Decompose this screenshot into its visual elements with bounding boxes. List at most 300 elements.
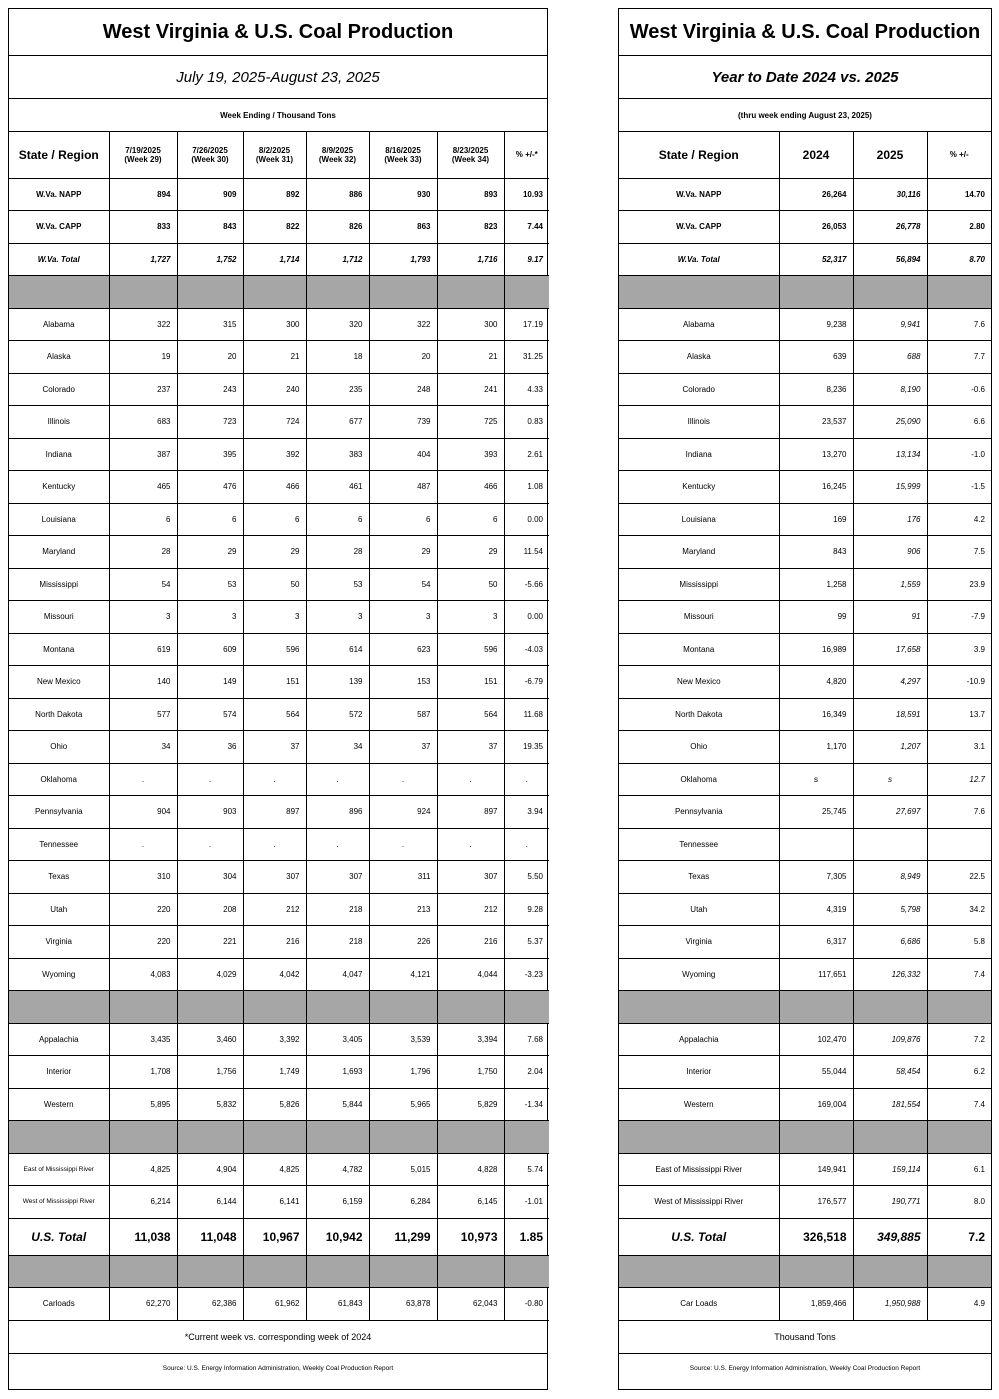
cell-value: 688 xyxy=(853,341,927,374)
cell-value: 725 xyxy=(437,406,504,439)
cell-value: 139 xyxy=(306,666,369,699)
table-row xyxy=(619,698,991,731)
cell-value: 8,949 xyxy=(853,861,927,894)
cell-value: 2.61 xyxy=(504,438,549,471)
panel-title: West Virginia & U.S. Coal Production xyxy=(9,9,547,56)
cell-value: 10,973 xyxy=(437,1218,504,1255)
cell-value: . xyxy=(109,763,177,796)
row-label: Appalachia xyxy=(9,1023,109,1056)
cell-value: 392 xyxy=(243,438,306,471)
cell-value: s xyxy=(779,763,853,796)
table-row xyxy=(619,763,991,796)
ytd-table xyxy=(619,132,991,1321)
cell-value: . xyxy=(437,828,504,861)
table-row xyxy=(9,893,549,926)
cell-value: 4.33 xyxy=(504,373,549,406)
cell-value: 843 xyxy=(177,211,243,244)
cell-value: 6,284 xyxy=(369,1186,437,1219)
table-row xyxy=(619,178,991,211)
cell-value: 61,962 xyxy=(243,1288,306,1321)
table-row xyxy=(9,796,549,829)
table-row xyxy=(9,958,549,991)
cell-value: 9.17 xyxy=(504,243,549,276)
cell-value: 572 xyxy=(306,698,369,731)
cell-value xyxy=(177,991,243,1024)
cell-value: 1,716 xyxy=(437,243,504,276)
cell-value xyxy=(927,828,991,861)
cell-value: 1,756 xyxy=(177,1056,243,1089)
cell-value xyxy=(779,276,853,309)
table-row xyxy=(9,926,549,959)
cell-value: 6.2 xyxy=(927,1056,991,1089)
cell-value: 3 xyxy=(437,601,504,634)
cell-value xyxy=(779,1255,853,1288)
cell-value xyxy=(437,276,504,309)
cell-value: 5.8 xyxy=(927,926,991,959)
cell-value: 153 xyxy=(369,666,437,699)
row-label: Interior xyxy=(9,1056,109,1089)
cell-value: 220 xyxy=(109,893,177,926)
cell-value: -4.03 xyxy=(504,633,549,666)
cell-value: 7.6 xyxy=(927,308,991,341)
cell-value: 169 xyxy=(779,503,853,536)
table-row xyxy=(619,861,991,894)
cell-value: s xyxy=(853,763,927,796)
cell-value: 6 xyxy=(243,503,306,536)
cell-value: 21 xyxy=(243,341,306,374)
cell-value: 6,145 xyxy=(437,1186,504,1219)
cell-value: 7,305 xyxy=(779,861,853,894)
cell-value: 1,796 xyxy=(369,1056,437,1089)
cell-value: 28 xyxy=(306,536,369,569)
cell-value xyxy=(109,991,177,1024)
table-row xyxy=(9,438,549,471)
table-row xyxy=(619,1056,991,1089)
cell-value: 7.6 xyxy=(927,796,991,829)
cell-value: 904 xyxy=(109,796,177,829)
cell-value: 587 xyxy=(369,698,437,731)
footnote: *Current week vs. corresponding week of 2024 xyxy=(9,1321,547,1354)
cell-value: 906 xyxy=(853,536,927,569)
cell-value: 240 xyxy=(243,373,306,406)
row-label: W.Va. Total xyxy=(9,243,109,276)
cell-value: 833 xyxy=(109,211,177,244)
cell-value: 30,116 xyxy=(853,178,927,211)
table-row xyxy=(9,1023,549,1056)
table-row xyxy=(619,958,991,991)
cell-value: 6,144 xyxy=(177,1186,243,1219)
header-text: (Week 34) xyxy=(451,154,490,164)
weekly-table xyxy=(9,132,549,1321)
cell-value: 54 xyxy=(369,568,437,601)
cell-value xyxy=(504,276,549,309)
cell-value: 1,693 xyxy=(306,1056,369,1089)
cell-value: 4,782 xyxy=(306,1153,369,1186)
column-header xyxy=(437,132,504,178)
cell-value: 4,297 xyxy=(853,666,927,699)
cell-value: 12.7 xyxy=(927,763,991,796)
cell-value: 221 xyxy=(177,926,243,959)
cell-value: 6.6 xyxy=(927,406,991,439)
cell-value: 1.08 xyxy=(504,471,549,504)
cell-value: 300 xyxy=(437,308,504,341)
cell-value: 19.35 xyxy=(504,731,549,764)
cell-value: 1,258 xyxy=(779,568,853,601)
cell-value: 4,820 xyxy=(779,666,853,699)
row-label: North Dakota xyxy=(9,698,109,731)
cell-value xyxy=(109,276,177,309)
cell-value: 311 xyxy=(369,861,437,894)
state-region-header xyxy=(619,132,779,178)
cell-value: 16,989 xyxy=(779,633,853,666)
cell-value: 564 xyxy=(437,698,504,731)
cell-value: 18 xyxy=(306,341,369,374)
cell-value: 11,048 xyxy=(177,1218,243,1255)
cell-value: 461 xyxy=(306,471,369,504)
cell-value: 4.2 xyxy=(927,503,991,536)
cell-value: 16,245 xyxy=(779,471,853,504)
header-text: 8/16/2025 xyxy=(385,145,421,155)
cell-value: 307 xyxy=(437,861,504,894)
panel-title: West Virginia & U.S. Coal Production xyxy=(619,9,991,56)
row-label: Mississippi xyxy=(9,568,109,601)
cell-value: 6 xyxy=(109,503,177,536)
cell-value: 29 xyxy=(243,536,306,569)
row-label: Virginia xyxy=(9,926,109,959)
cell-value: 149,941 xyxy=(779,1153,853,1186)
cell-value xyxy=(243,1121,306,1154)
table-row xyxy=(9,763,549,796)
cell-value: 37 xyxy=(369,731,437,764)
cell-value: 243 xyxy=(177,373,243,406)
cell-value: 22.5 xyxy=(927,861,991,894)
cell-value: -1.34 xyxy=(504,1088,549,1121)
header-text: 8/2/2025 xyxy=(258,145,291,155)
cell-value: 1,727 xyxy=(109,243,177,276)
header-text: 8/23/2025 xyxy=(452,145,489,155)
separator-row xyxy=(9,991,549,1024)
cell-value: 3,392 xyxy=(243,1023,306,1056)
row-label: Montana xyxy=(619,633,779,666)
cell-value: . xyxy=(177,828,243,861)
cell-value: 216 xyxy=(437,926,504,959)
cell-value xyxy=(779,1121,853,1154)
cell-value: 212 xyxy=(243,893,306,926)
row-label: Wyoming xyxy=(619,958,779,991)
cell-value: 1,950,988 xyxy=(853,1288,927,1321)
cell-value xyxy=(369,1121,437,1154)
table-row xyxy=(619,1153,991,1186)
cell-value: 34.2 xyxy=(927,893,991,926)
table-row xyxy=(9,308,549,341)
table-row xyxy=(619,796,991,829)
cell-value: 4,825 xyxy=(109,1153,177,1186)
cell-value: 5.50 xyxy=(504,861,549,894)
cell-value: 3.94 xyxy=(504,796,549,829)
cell-value: 20 xyxy=(369,341,437,374)
table-row xyxy=(619,438,991,471)
cell-value: 623 xyxy=(369,633,437,666)
cell-value: 5,826 xyxy=(243,1088,306,1121)
cell-value: 574 xyxy=(177,698,243,731)
cell-value: 19 xyxy=(109,341,177,374)
cell-value: 924 xyxy=(369,796,437,829)
cell-value: 176,577 xyxy=(779,1186,853,1219)
table-row xyxy=(619,601,991,634)
header-text: % +/- xyxy=(949,150,969,160)
cell-value: 11.54 xyxy=(504,536,549,569)
cell-value: 58,454 xyxy=(853,1056,927,1089)
cell-value: 25,745 xyxy=(779,796,853,829)
cell-value xyxy=(779,828,853,861)
cell-value xyxy=(927,991,991,1024)
cell-value: 31.25 xyxy=(504,341,549,374)
cell-value: -10.9 xyxy=(927,666,991,699)
cell-value: 55,044 xyxy=(779,1056,853,1089)
cell-value: 863 xyxy=(369,211,437,244)
header-text: (Week 31) xyxy=(255,154,294,164)
cell-value: 181,554 xyxy=(853,1088,927,1121)
cell-value: 8,236 xyxy=(779,373,853,406)
cell-value: 159,114 xyxy=(853,1153,927,1186)
cell-value: 2.04 xyxy=(504,1056,549,1089)
cell-value: 614 xyxy=(306,633,369,666)
cell-value xyxy=(306,276,369,309)
row-label: Oklahoma xyxy=(619,763,779,796)
cell-value: 8.0 xyxy=(927,1186,991,1219)
row-label: Carloads xyxy=(9,1288,109,1321)
cell-value: . xyxy=(177,763,243,796)
cell-value xyxy=(779,991,853,1024)
cell-value: 1,712 xyxy=(306,243,369,276)
cell-value: 5.74 xyxy=(504,1153,549,1186)
cell-value: 218 xyxy=(306,893,369,926)
cell-value: 5,844 xyxy=(306,1088,369,1121)
row-label: Alabama xyxy=(619,308,779,341)
cell-value: 3,405 xyxy=(306,1023,369,1056)
cell-value xyxy=(504,1255,549,1288)
table-row xyxy=(619,1088,991,1121)
row-label: Oklahoma xyxy=(9,763,109,796)
row-label: Kentucky xyxy=(619,471,779,504)
header-text: % +/-* xyxy=(515,150,538,160)
cell-value: 17.19 xyxy=(504,308,549,341)
cell-value: 50 xyxy=(243,568,306,601)
cell-value: 213 xyxy=(369,893,437,926)
column-header xyxy=(306,132,369,178)
row-label: W.Va. Total xyxy=(619,243,779,276)
table-row xyxy=(9,698,549,731)
cell-value: 6 xyxy=(306,503,369,536)
table-row xyxy=(9,211,549,244)
cell-value: 3,435 xyxy=(109,1023,177,1056)
cell-value: 29 xyxy=(369,536,437,569)
row-label: Virginia xyxy=(619,926,779,959)
cell-value: -1.5 xyxy=(927,471,991,504)
cell-value: 1,207 xyxy=(853,731,927,764)
cell-value: 395 xyxy=(177,438,243,471)
row-label: Texas xyxy=(9,861,109,894)
column-header xyxy=(369,132,437,178)
row-label: Tennessee xyxy=(619,828,779,861)
table-row xyxy=(9,373,549,406)
row-label: Illinois xyxy=(9,406,109,439)
cell-value: 639 xyxy=(779,341,853,374)
row-label xyxy=(619,991,779,1024)
cell-value: 1,750 xyxy=(437,1056,504,1089)
cell-value xyxy=(243,1255,306,1288)
cell-value: 151 xyxy=(437,666,504,699)
cell-value: 577 xyxy=(109,698,177,731)
cell-value: 326,518 xyxy=(779,1218,853,1255)
cell-value: -3.23 xyxy=(504,958,549,991)
period-note: (thru week ending August 23, 2025) xyxy=(619,99,991,132)
row-label: Alabama xyxy=(9,308,109,341)
cell-value: 0.00 xyxy=(504,601,549,634)
separator-row xyxy=(9,1255,549,1288)
separator-row xyxy=(619,276,991,309)
separator-row xyxy=(619,991,991,1024)
cell-value: 235 xyxy=(306,373,369,406)
header-text: State / Region xyxy=(658,147,739,162)
cell-value: 322 xyxy=(369,308,437,341)
table-row xyxy=(619,828,991,861)
cell-value: 7.68 xyxy=(504,1023,549,1056)
cell-value: . xyxy=(306,828,369,861)
cell-value: 4,029 xyxy=(177,958,243,991)
cell-value: 3 xyxy=(369,601,437,634)
cell-value: 564 xyxy=(243,698,306,731)
cell-value xyxy=(177,276,243,309)
cell-value: 3 xyxy=(243,601,306,634)
row-label: Pennsylvania xyxy=(619,796,779,829)
row-label: Appalachia xyxy=(619,1023,779,1056)
cell-value: 140 xyxy=(109,666,177,699)
cell-value: 6,159 xyxy=(306,1186,369,1219)
cell-value: 3 xyxy=(306,601,369,634)
cell-value: 212 xyxy=(437,893,504,926)
row-label: Louisiana xyxy=(619,503,779,536)
cell-value xyxy=(306,1255,369,1288)
cell-value: 4,044 xyxy=(437,958,504,991)
cell-value: 7.7 xyxy=(927,341,991,374)
cell-value: 1,793 xyxy=(369,243,437,276)
cell-value: 5,832 xyxy=(177,1088,243,1121)
cell-value: -7.9 xyxy=(927,601,991,634)
cell-value: 322 xyxy=(109,308,177,341)
header-text: (Week 33) xyxy=(384,154,422,164)
cell-value: 5,829 xyxy=(437,1088,504,1121)
cell-value: 320 xyxy=(306,308,369,341)
cell-value: 6.1 xyxy=(927,1153,991,1186)
cell-value: 6,141 xyxy=(243,1186,306,1219)
cell-value: -1.01 xyxy=(504,1186,549,1219)
cell-value xyxy=(437,1121,504,1154)
cell-value: 16,349 xyxy=(779,698,853,731)
row-label: U.S. Total xyxy=(619,1218,779,1255)
row-label xyxy=(9,1121,109,1154)
cell-value: 843 xyxy=(779,536,853,569)
cell-value: 20 xyxy=(177,341,243,374)
cell-value: 218 xyxy=(306,926,369,959)
cell-value: 102,470 xyxy=(779,1023,853,1056)
cell-value: 1,170 xyxy=(779,731,853,764)
cell-value xyxy=(437,991,504,1024)
cell-value: 52,317 xyxy=(779,243,853,276)
column-header xyxy=(177,132,243,178)
row-label: West of Mississippi River xyxy=(9,1186,109,1219)
cell-value: . xyxy=(369,828,437,861)
table-row xyxy=(619,926,991,959)
cell-value: 37 xyxy=(243,731,306,764)
cell-value: 3 xyxy=(177,601,243,634)
cell-value: -0.80 xyxy=(504,1288,549,1321)
cell-value: 7.5 xyxy=(927,536,991,569)
cell-value: 53 xyxy=(177,568,243,601)
cell-value: 822 xyxy=(243,211,306,244)
table-row xyxy=(9,1056,549,1089)
row-label xyxy=(9,991,109,1024)
row-label: Colorado xyxy=(9,373,109,406)
cell-value: 4,825 xyxy=(243,1153,306,1186)
cell-value: 13,134 xyxy=(853,438,927,471)
cell-value xyxy=(369,276,437,309)
cell-value: -5.66 xyxy=(504,568,549,601)
cell-value: 404 xyxy=(369,438,437,471)
row-label: Western xyxy=(619,1088,779,1121)
row-label: Car Loads xyxy=(619,1288,779,1321)
cell-value: 609 xyxy=(177,633,243,666)
table-row xyxy=(619,731,991,764)
cell-value: -0.6 xyxy=(927,373,991,406)
cell-value: 14.70 xyxy=(927,178,991,211)
table-row xyxy=(9,536,549,569)
cell-value: 909 xyxy=(177,178,243,211)
cell-value: 4,047 xyxy=(306,958,369,991)
table-row xyxy=(9,471,549,504)
table-row xyxy=(9,568,549,601)
cell-value: -6.79 xyxy=(504,666,549,699)
cell-value: 387 xyxy=(109,438,177,471)
cell-value: 6 xyxy=(177,503,243,536)
cell-value: . xyxy=(306,763,369,796)
cell-value: 894 xyxy=(109,178,177,211)
cell-value: 3.1 xyxy=(927,731,991,764)
cell-value: 1,559 xyxy=(853,568,927,601)
cell-value: 893 xyxy=(437,178,504,211)
cell-value: 383 xyxy=(306,438,369,471)
row-label: W.Va. NAPP xyxy=(9,178,109,211)
table-row xyxy=(9,1186,549,1219)
row-label xyxy=(9,276,109,309)
cell-value: 220 xyxy=(109,926,177,959)
cell-value: 37 xyxy=(437,731,504,764)
cell-value: 476 xyxy=(177,471,243,504)
cell-value: 724 xyxy=(243,406,306,439)
cell-value: 466 xyxy=(243,471,306,504)
table-row xyxy=(9,861,549,894)
cell-value: 3,539 xyxy=(369,1023,437,1056)
cell-value: . xyxy=(437,763,504,796)
cell-value xyxy=(177,1255,243,1288)
cell-value xyxy=(177,1121,243,1154)
cell-value: 6 xyxy=(437,503,504,536)
row-label: Louisiana xyxy=(9,503,109,536)
cell-value xyxy=(853,991,927,1024)
cell-value: 3,394 xyxy=(437,1023,504,1056)
cell-value: . xyxy=(504,828,549,861)
row-label: Kentucky xyxy=(9,471,109,504)
